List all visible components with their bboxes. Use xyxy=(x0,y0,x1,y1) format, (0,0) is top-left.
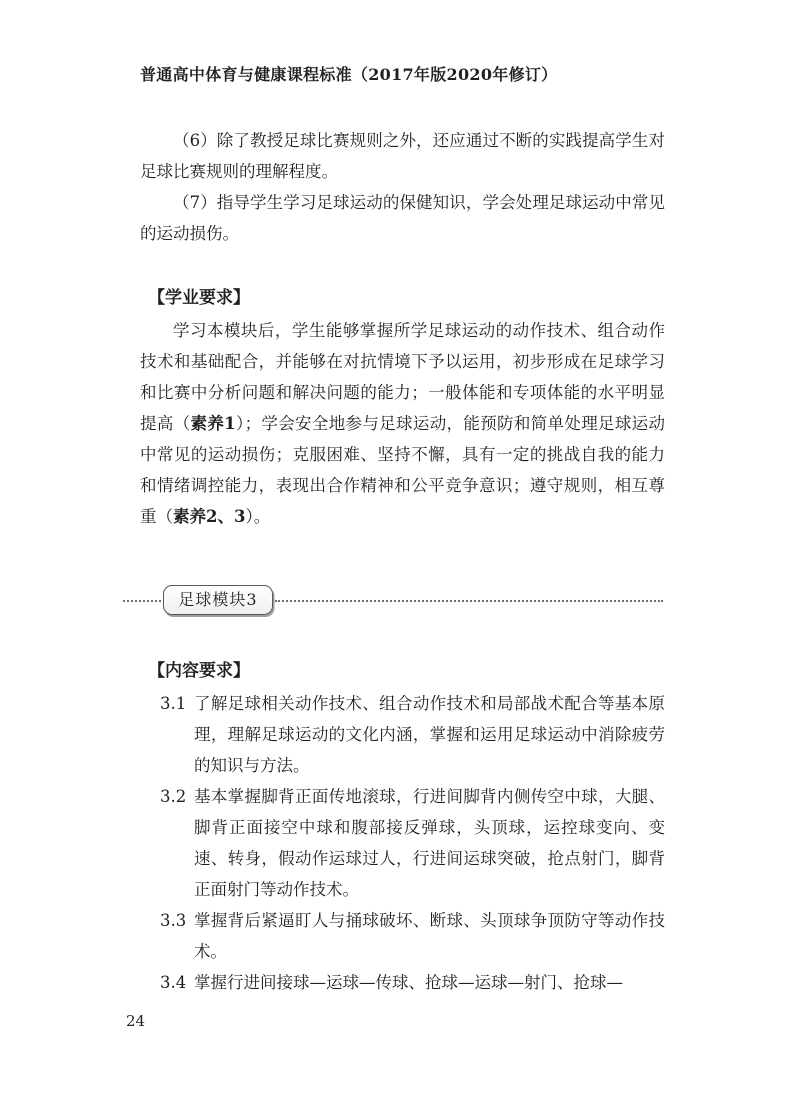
content-item xyxy=(160,967,665,998)
content-item xyxy=(160,905,665,967)
content-item xyxy=(160,781,665,905)
item-number: 3.2 xyxy=(160,787,187,806)
dotted-rule-right xyxy=(275,600,663,602)
page-number: 24 xyxy=(126,1012,146,1030)
item-number: 3.3 xyxy=(160,911,187,930)
competency-ref-1: 素养1 xyxy=(190,414,236,433)
item-text: 基本掌握脚背正面传地滚球，行进间脚背内侧传空中球，大腿、脚背正面接空中球和腹部接反弹球，头顶球，运控球变向、变速、转身，假动作运球过人，行进间运球突破，抢点射门，脚背正面射门等动作技术。 xyxy=(194,787,665,899)
module-divider xyxy=(123,584,663,618)
item-text: 掌握行进间接球—运球—传球、抢球—运球—射门、抢球— xyxy=(194,973,623,992)
paragraph-rule-7: （7）指导学生学习足球运动的保健知识，学会处理足球运动中常见的运动损伤。 xyxy=(140,193,665,243)
paragraph-rule-6: （6）除了教授足球比赛规则之外，还应通过不断的实践提高学生对足球比赛规则的理解程度。 xyxy=(140,131,665,181)
paragraph-academic-requirements xyxy=(140,315,665,532)
heading-content-requirements: 【内容要求】 xyxy=(148,661,250,681)
academic-text-part-2: ）；学会安全地参与足球运动，能预防和简单处理足球运动中常见的运动损伤；克服困难、坚持不懈，具有一定的挑战自我的能力和情绪调控能力，表现出合作精神和公平竞争意识；遵守规则，相互尊重（ xyxy=(140,414,666,526)
item-number: 3.4 xyxy=(160,973,187,992)
heading-academic-requirements: 【学业要求】 xyxy=(148,288,250,308)
item-number: 3.1 xyxy=(160,694,187,713)
dotted-rule-left xyxy=(123,600,161,602)
running-header: 普通高中体育与健康课程标准（2017年版2020年修订） xyxy=(140,65,558,84)
academic-text-part-3: ）。 xyxy=(245,507,271,526)
item-text: 了解足球相关动作技术、组合动作技术和局部战术配合等基本原理，理解足球运动的文化内涵，掌握和运用足球运动中消除疲劳的知识与方法。 xyxy=(194,694,665,775)
academic-text-part-1: 学习本模块后，学生能够掌握所学足球运动的动作技术、组合动作技术和基础配合，并能够在对抗情境下予以运用，初步形成在足球学习和比赛中分析问题和解决问题的能力；一般体能和专项体能的水平明显提高（ xyxy=(140,321,665,433)
competency-ref-2-3: 素养2、3 xyxy=(173,507,246,526)
item-text: 掌握背后紧逼盯人与捅球破坏、断球、头顶球争顶防守等动作技术。 xyxy=(194,911,665,961)
content-item xyxy=(160,688,665,781)
module-tag: 足球模块3 xyxy=(163,585,273,615)
